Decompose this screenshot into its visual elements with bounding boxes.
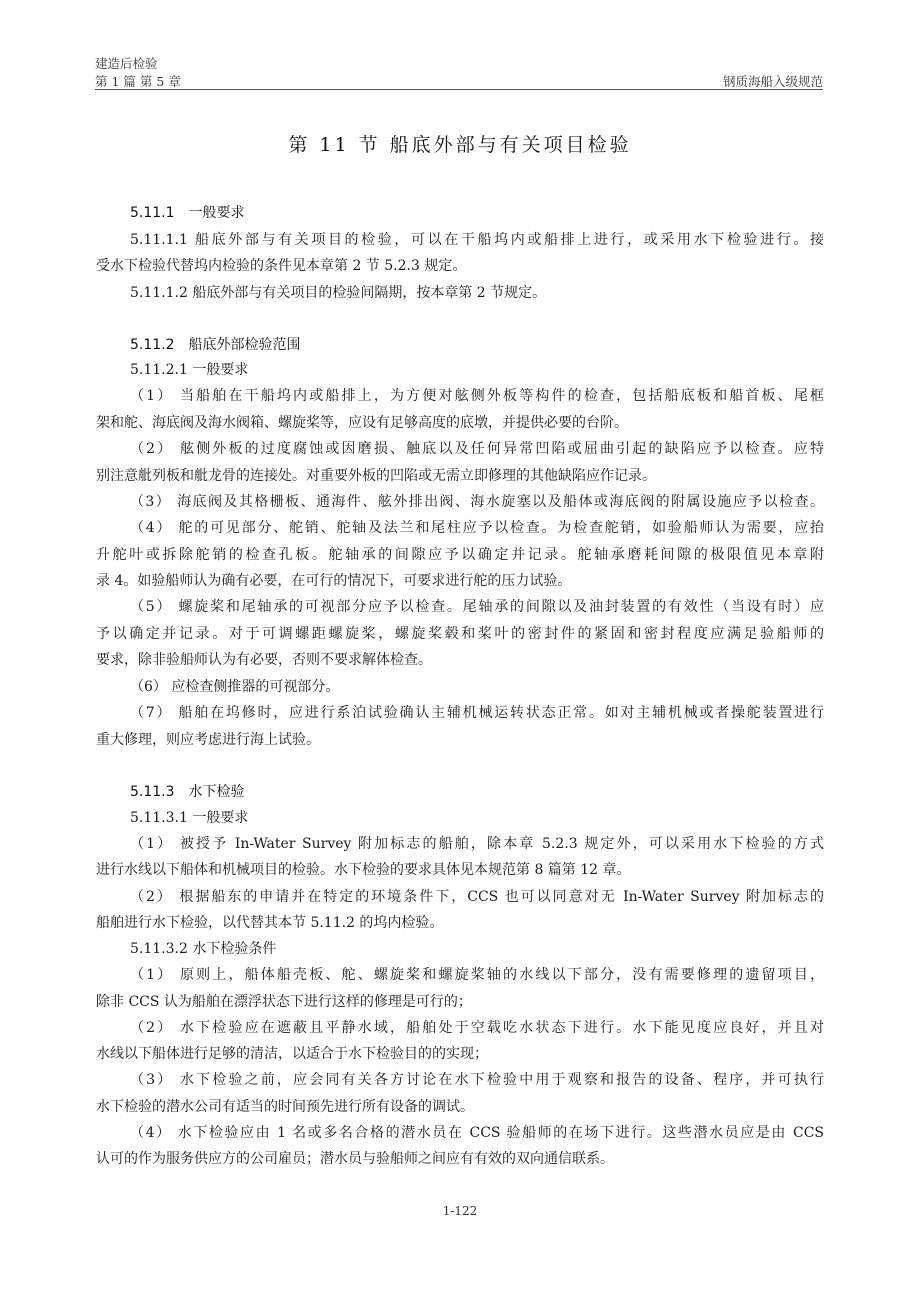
paragraph-line: 船舶进行水下检验，以代替其本节 5.11.2 的坞内检验。: [96, 915, 444, 931]
paragraph-line: （2） 舷侧外板的过度腐蚀或因磨损、触底以及任何异常凹陷或屈曲引起的缺陷应予以检查。应特: [130, 441, 824, 457]
paragraph-line: （3） 海底阀及其格栅板、通海件、舷外排出阀、海水旋塞以及船体或海底阀的附属设施应予以检查。: [130, 494, 824, 510]
paragraph-line: 水下检验的潜水公司有适当的时间预先进行所有设备的调试。: [96, 1099, 474, 1115]
paragraph-line: （5） 螺旋桨和尾轴承的可视部分应予以检查。尾轴承的间隙以及油封装置的有效性（当设有时）应: [130, 599, 824, 615]
paragraph-line: 要求，除非验船师认为有必要，否则不要求解体检查。: [96, 652, 432, 668]
page-number: 1-122: [442, 1204, 478, 1218]
paragraph-line: （1） 被授予 In-Water Survey 附加标志的船舶，除本章 5.2.3 规定外，可以采用水下检验的方式: [130, 836, 824, 852]
page-title: 第 11 节 船底外部与有关项目检验: [288, 134, 632, 156]
paragraph-line: （2） 水下检验应在遮蔽且平静水域，船舶处于空载吃水状态下进行。水下能见度应良好，并且对: [130, 1020, 824, 1036]
section-number: 5.11.3: [130, 784, 175, 800]
section-heading-5-11-2: [130, 335, 301, 355]
paragraph-line: （1） 当船舶在干船坞内或船排上，为方便对舷侧外板等构件的检查，包括船底板和船首板、尾框: [130, 388, 824, 404]
paragraph-line: （4） 舵的可见部分、舵销、舵轴及法兰和尾柱应予以检查。为检查舵销，如验船师认为需要，应抬: [130, 520, 824, 536]
paragraph-line: 5.11.1.2 船底外部与有关项目的检验间隔期，按本章第 2 节规定。: [130, 285, 547, 301]
section-number: 5.11.1: [130, 205, 175, 221]
paragraph-line: 架和舵、海底阀及海水阀箱、螺旋桨等，应设有足够高度的底墩，并提供必要的台阶。: [96, 415, 628, 431]
section-heading-text: 水下检验: [188, 784, 245, 800]
paragraph-line: 认可的作为服务供应方的公司雇员；潜水员与验船师之间应有有效的双向通信联系。: [96, 1151, 614, 1167]
paragraph-line: 录 4。如验船师认为确有必要，在可行的情况下，可要求进行舵的压力试验。: [96, 573, 572, 589]
paragraph-line: （3） 水下检验之前，应会同有关各方讨论在水下检验中用于观察和报告的设备、程序，并可执行: [130, 1072, 824, 1088]
paragraph-line: 受水下检验代替坞内检验的条件见本章第 2 节 5.2.3 规定。: [96, 258, 467, 274]
section-heading-5-11-3: [130, 782, 245, 802]
paragraph-line: 除非 CCS 认为船舶在漂浮状态下进行这样的修理是可行的；: [96, 994, 472, 1010]
paragraph-line: （6） 应检查侧推器的可视部分。: [130, 679, 340, 695]
paragraph-line: （7） 船舶在坞修时，应进行系泊试验确认主辅机械运转状态正常。如对主辅机械或者操舵装置进行: [130, 705, 824, 721]
paragraph-line: （2） 根据船东的申请并在特定的环境条件下，CCS 也可以同意对无 In-Water Survey 附加标志的: [130, 889, 824, 905]
paragraph-line: （1） 原则上，船体船壳板、舵、螺旋桨和螺旋桨轴的水线以下部分，没有需要修理的遗留项目，: [130, 967, 824, 983]
paragraph-line: 5.11.1.1 船底外部与有关项目的检验，可以在干船坞内或船排上进行，或采用水下检验进行。接: [130, 232, 824, 248]
header-book-title: 钢质海船入级规范: [722, 74, 823, 89]
section-heading-5-11-1: [130, 203, 245, 223]
paragraph-line: 水线以下船体进行足够的清洁，以适合于水下检验目的的实现；: [96, 1046, 488, 1062]
paragraph-line: 予以确定并记录。对于可调螺距螺旋桨，螺旋桨毂和桨叶的密封件的紧固和密封程度应满足验船师的: [96, 626, 824, 642]
section-number: 5.11.2: [130, 337, 175, 353]
paragraph-line: 进行水线以下船体和机械项目的检验。水下检验的要求具体见本规范第 8 篇第 12 章。: [96, 862, 631, 878]
subsection-heading: 5.11.3.2 水下检验条件: [130, 941, 277, 957]
paragraph-line: （4） 水下检验应由 1 名或多名合格的潜水员在 CCS 验船师的在场下进行。这些潜水员应是由 CCS: [130, 1125, 824, 1141]
header-rule: [95, 89, 823, 90]
subsection-heading: 5.11.3.1 一般要求: [130, 810, 249, 826]
subsection-heading: 5.11.2.1 一般要求: [130, 362, 249, 378]
paragraph-line: 升舵叶或拆除舵销的检查孔板。舵轴承的间隙应予以确定并记录。舵轴承磨耗间隙的极限值见本章附: [96, 547, 824, 563]
header-category: 建造后检验: [95, 56, 158, 71]
header-chapter: 第 1 篇 第 5 章: [95, 74, 181, 89]
section-heading-text: 船底外部检验范围: [188, 337, 301, 353]
paragraph-line: 重大修理，则应考虑进行海上试验。: [96, 732, 320, 748]
paragraph-line: 别注意舭列板和舭龙骨的连接处。对重要外板的凹陷或无需立即修理的其他缺陷应作记录。: [96, 468, 656, 484]
section-heading-text: 一般要求: [188, 205, 245, 221]
